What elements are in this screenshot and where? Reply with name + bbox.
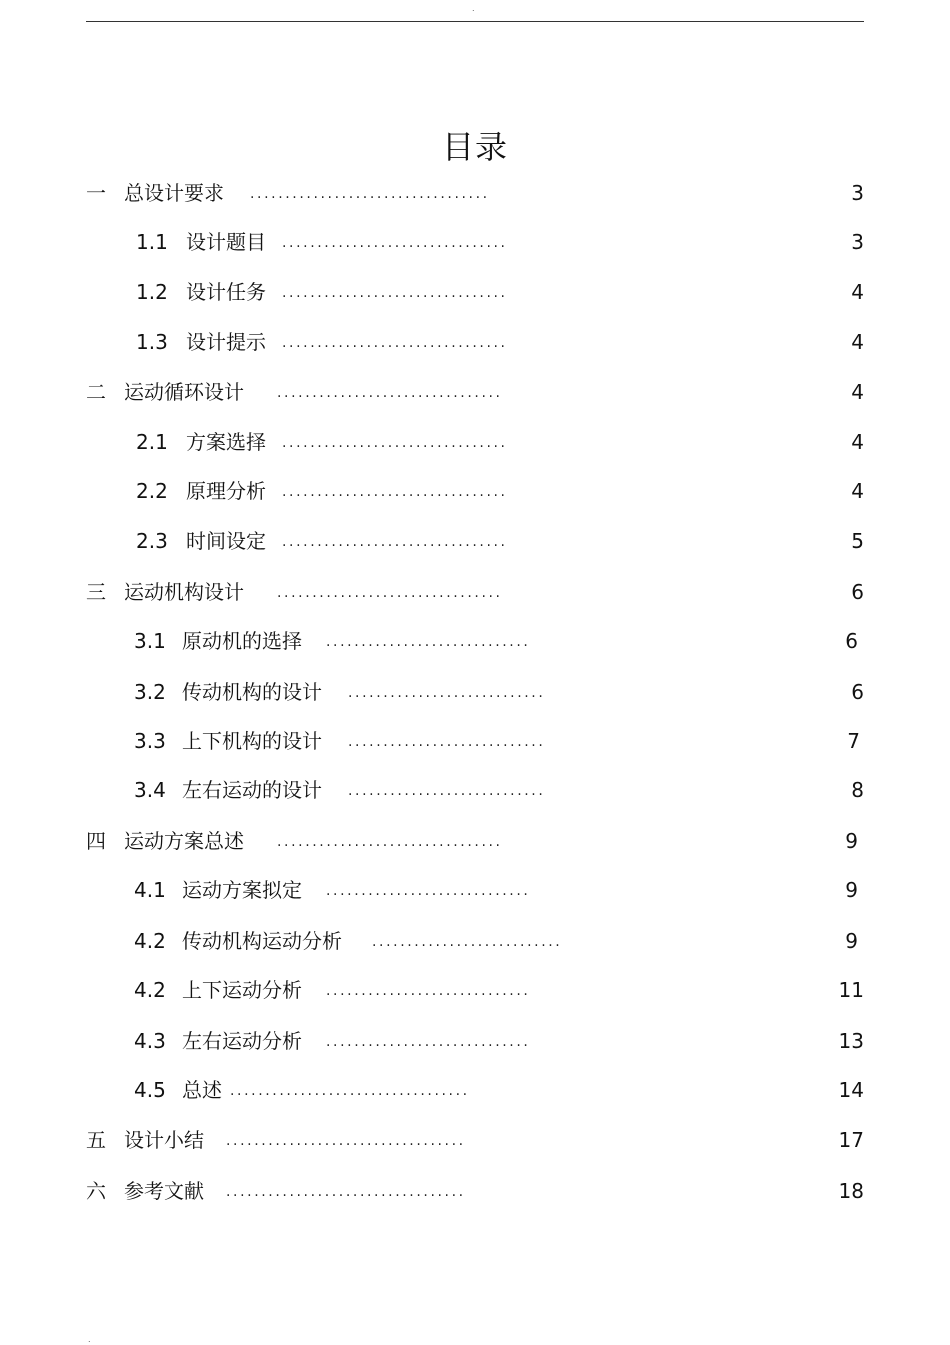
- toc-entry-number: 3.2: [134, 680, 166, 704]
- toc-entry[interactable]: [0, 227, 950, 257]
- toc-entry-leader: .............................: [326, 1034, 531, 1050]
- toc-entry-title: 总述: [182, 1078, 222, 1102]
- toc-entry-leader: ................................: [282, 435, 508, 451]
- toc-entry-title: 设计提示: [186, 330, 266, 354]
- toc-entry-number: 2.1: [136, 430, 168, 454]
- toc-entry[interactable]: [0, 775, 950, 805]
- toc-entry-leader: .............................: [326, 634, 531, 650]
- toc-entry-page: 11: [838, 978, 864, 1002]
- toc-entry-title: 设计小结: [124, 1128, 204, 1152]
- toc-entry[interactable]: [0, 476, 950, 506]
- toc-entry-page: 4: [851, 330, 864, 354]
- toc-entry-leader: ..................................: [226, 1184, 466, 1200]
- toc-entry-title: 原理分析: [186, 479, 266, 503]
- toc-entry-leader: ............................: [348, 734, 546, 750]
- toc-entry-title: 传动机构运动分析: [182, 929, 342, 953]
- toc-entry[interactable]: [0, 526, 950, 556]
- toc-entry[interactable]: [0, 178, 950, 208]
- toc-entry-leader: ................................: [282, 285, 508, 301]
- toc-entry-title: 上下机构的设计: [182, 729, 322, 753]
- toc-entry[interactable]: [0, 377, 950, 407]
- toc-entry-number: 1.2: [136, 280, 168, 304]
- toc-entry-title: 设计任务: [186, 280, 266, 304]
- toc-entry-number: 2.2: [136, 479, 168, 503]
- toc-entry[interactable]: [0, 926, 950, 956]
- toc-entry-page: 8: [851, 778, 864, 802]
- toc-entry-number: 一: [86, 181, 106, 205]
- toc-entry-leader: ..................................: [230, 1083, 470, 1099]
- toc-entry-number: 三: [86, 580, 106, 604]
- toc-entry[interactable]: [0, 277, 950, 307]
- toc-entry-leader: ............................: [348, 783, 546, 799]
- toc-entry-leader: ................................: [282, 484, 508, 500]
- footer-mark: .: [88, 1335, 91, 1344]
- toc-entry-page: 14: [838, 1078, 864, 1102]
- toc-entry-page: 17: [838, 1128, 864, 1152]
- toc-entry-leader: .............................: [326, 883, 531, 899]
- toc-entry[interactable]: [0, 1026, 950, 1056]
- header-mark: .: [472, 4, 475, 13]
- toc-entry[interactable]: [0, 1176, 950, 1206]
- toc-entry-leader: ................................: [277, 834, 503, 850]
- toc-entry[interactable]: [0, 826, 950, 856]
- toc-entry-number: 六: [86, 1179, 106, 1203]
- toc-entry-leader: ..................................: [250, 186, 490, 202]
- toc-entry[interactable]: [0, 726, 950, 756]
- toc-entry-title: 上下运动分析: [182, 978, 302, 1002]
- toc-entry[interactable]: [0, 626, 950, 656]
- toc-entry-page: 13: [838, 1029, 864, 1053]
- toc-entry-title: 运动循环设计: [124, 380, 244, 404]
- toc-entry-title: 时间设定: [186, 529, 266, 553]
- toc-entry-page: 9: [845, 829, 858, 853]
- toc-entry[interactable]: [0, 1125, 950, 1155]
- toc-entry-page: 5: [851, 529, 864, 553]
- toc-entry-page: 18: [838, 1179, 864, 1203]
- toc-entry-page: 6: [851, 580, 864, 604]
- toc-entry-number: 4.2: [134, 929, 166, 953]
- toc-entry[interactable]: [0, 577, 950, 607]
- toc-entry-number: 二: [86, 380, 106, 404]
- toc-entry-leader: ..................................: [226, 1133, 466, 1149]
- toc-entry-title: 总设计要求: [124, 181, 224, 205]
- toc-entry-leader: ................................: [282, 235, 508, 251]
- toc-entry-page: 6: [851, 680, 864, 704]
- toc-entry[interactable]: [0, 677, 950, 707]
- toc-entry-number: 3.4: [134, 778, 166, 802]
- toc-entry-number: 1.1: [136, 230, 168, 254]
- toc-entry-number: 2.3: [136, 529, 168, 553]
- toc-entry-title: 左右运动分析: [182, 1029, 302, 1053]
- toc-entry-number: 五: [86, 1128, 106, 1152]
- toc-entry-title: 运动机构设计: [124, 580, 244, 604]
- toc-entry-title: 原动机的选择: [182, 629, 302, 653]
- toc-entry-number: 1.3: [136, 330, 168, 354]
- toc-entry-page: 4: [851, 430, 864, 454]
- toc-entry-number: 4.2: [134, 978, 166, 1002]
- toc-entry-title: 方案选择: [186, 430, 266, 454]
- toc-entry-leader: ................................: [277, 385, 503, 401]
- toc-entry-leader: ................................: [277, 585, 503, 601]
- toc-entry-leader: ............................: [348, 685, 546, 701]
- toc-entry-page: 9: [845, 929, 858, 953]
- toc-entry-leader: ...........................: [372, 934, 563, 950]
- toc-entry[interactable]: [0, 1075, 950, 1105]
- toc-entry[interactable]: [0, 975, 950, 1005]
- toc-entry-page: 6: [845, 629, 858, 653]
- toc-entry[interactable]: [0, 427, 950, 457]
- toc-entry-leader: ................................: [282, 534, 508, 550]
- toc-entry-leader: .............................: [326, 983, 531, 999]
- toc-entry[interactable]: [0, 327, 950, 357]
- toc-entry-page: 4: [851, 380, 864, 404]
- toc-entry-page: 3: [851, 230, 864, 254]
- toc-entry-title: 左右运动的设计: [182, 778, 322, 802]
- toc-entry-title: 参考文献: [124, 1179, 204, 1203]
- toc-entry-title: 设计题目: [186, 230, 266, 254]
- toc-entry-title: 传动机构的设计: [182, 680, 322, 704]
- toc-entry[interactable]: [0, 875, 950, 905]
- page-title: 目录: [441, 128, 508, 166]
- toc-entry-page: 3: [851, 181, 864, 205]
- toc-entry-page: 4: [851, 280, 864, 304]
- toc-entry-number: 4.5: [134, 1078, 166, 1102]
- toc-entry-number: 4.3: [134, 1029, 166, 1053]
- toc-entry-leader: ................................: [282, 335, 508, 351]
- toc-entry-title: 运动方案总述: [124, 829, 244, 853]
- toc-entry-number: 3.3: [134, 729, 166, 753]
- toc-entry-title: 运动方案拟定: [182, 878, 302, 902]
- toc-entry-number: 4.1: [134, 878, 166, 902]
- toc-entry-number: 3.1: [134, 629, 166, 653]
- toc-entry-page: 7: [847, 729, 860, 753]
- toc-entry-page: 4: [851, 479, 864, 503]
- toc-entry-number: 四: [86, 829, 106, 853]
- toc-entry-page: 9: [845, 878, 858, 902]
